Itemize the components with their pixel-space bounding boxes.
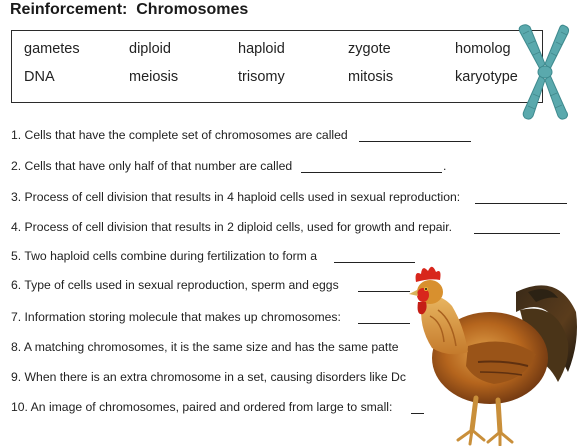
word-bank-term: diploid xyxy=(129,41,171,57)
word-bank-term: karyotype xyxy=(455,69,518,85)
question-2-period: . xyxy=(443,159,447,173)
answer-blank-6[interactable] xyxy=(358,291,410,292)
question-4: 4. Process of cell division that results in 2 diploid cells, used for growth and repair. xyxy=(11,220,453,234)
word-bank-term: mitosis xyxy=(348,69,394,85)
word-bank xyxy=(11,30,543,103)
answer-blank-1[interactable] xyxy=(359,141,471,142)
word-bank-term: DNA xyxy=(24,69,55,85)
word-bank-term: haploid xyxy=(238,41,285,57)
rooster-illustration xyxy=(408,262,583,446)
question-5: 5. Two haploid cells combine during fertilization to form a xyxy=(11,249,317,263)
worksheet-title: Reinforcement: Chromosomes xyxy=(10,1,249,18)
word-bank-term: homolog xyxy=(455,41,511,57)
answer-blank-2[interactable] xyxy=(301,172,442,173)
word-bank-term: zygote xyxy=(348,41,391,57)
word-bank-term: trisomy xyxy=(238,69,285,85)
question-2-text: 2. Cells that have only half of that number are called xyxy=(11,159,293,173)
answer-blank-5[interactable] xyxy=(334,262,415,263)
answer-blank-4[interactable] xyxy=(474,233,560,234)
question-8: 8. A matching chromosomes, it is the same size and has the same patte xyxy=(11,340,399,354)
answer-blank-7[interactable] xyxy=(358,323,410,324)
question-7: 7. Information storing molecule that makes up chromosomes: xyxy=(11,310,341,324)
answer-blank-3[interactable] xyxy=(475,203,567,204)
question-6: 6. Type of cells used in sexual reproduction, sperm and eggs xyxy=(11,278,339,292)
question-1: 1. Cells that have the complete set of chromosomes are called xyxy=(11,128,348,142)
word-bank-term: meiosis xyxy=(129,69,179,85)
question-2 xyxy=(11,159,292,173)
question-9: 9. When there is an extra chromosome in a set, causing disorders like Dc xyxy=(11,370,406,384)
chromosome-illustration xyxy=(513,22,577,122)
word-bank-term: gametes xyxy=(24,41,80,57)
question-3: 3. Process of cell division that results in 4 haploid cells used in sexual reproduction: xyxy=(11,190,461,204)
question-10: 10. An image of chromosomes, paired and ordered from large to small: xyxy=(11,400,393,414)
